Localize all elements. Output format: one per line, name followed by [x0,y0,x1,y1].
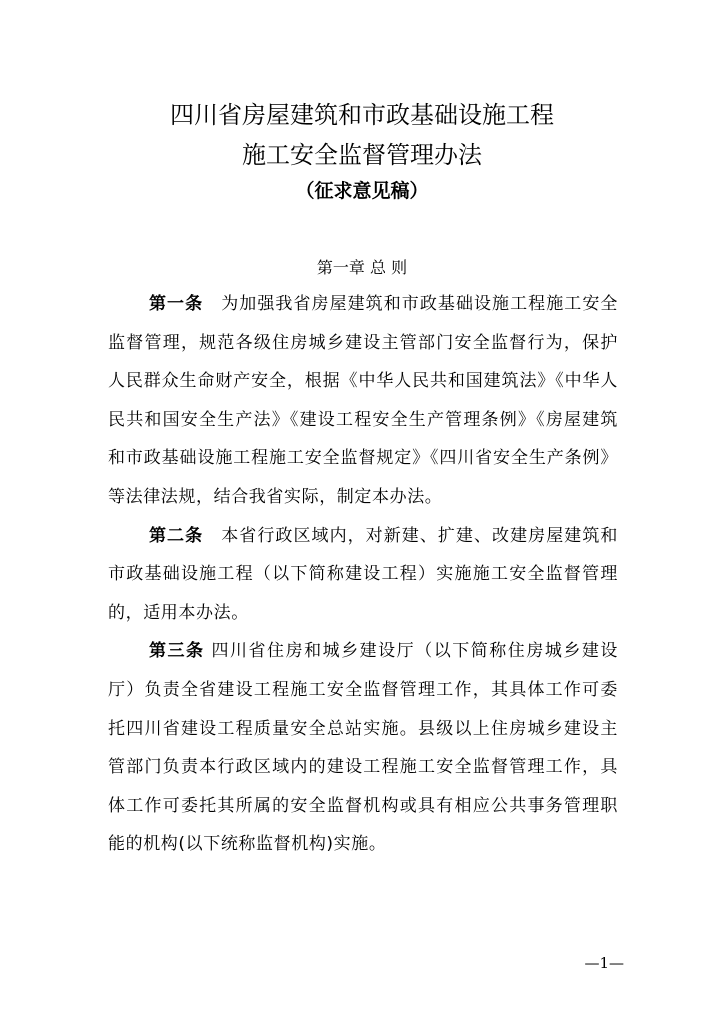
article-2-label: 第二条 [149,525,204,546]
article-2-spacer [203,526,221,546]
article-3 [108,632,618,864]
article-3-spacer [205,641,212,661]
document-title-line-2: 施工安全监督管理办法 [242,141,482,169]
document-body [108,285,618,864]
draft-status-subtitle: （征求意见稿） [295,180,429,202]
article-2-text: 本省行政区域内，对新建、扩建、改建房屋建筑和市政基础设施工程（以下简称建设工程）实施施工安全监督管理的，适用本办法。 [108,525,618,623]
article-1-spacer [203,294,221,314]
article-1-label: 第一条 [149,294,204,314]
article-2 [108,517,618,633]
article-3-text: 四川省住房和城乡建设厅（以下简称住房城乡建设厅）负责全省建设工程施工安全监督管理工作，其具体工作可委托四川省建设工程质量安全总站实施。县级以上住房城乡建设主管部门负责本行政区域内的建设工程施工安全监督管理工作，具体工作可委托其所属的安全监督机构或具有相应公共事务管理职能的机构(以下统称监督机构)实施。 [108,641,618,855]
article-3-label: 第三条 [149,641,205,662]
chapter-heading: 第一章 总 则 [316,258,408,277]
article-1 [108,285,618,517]
article-1-text: 为加强我省房屋建筑和市政基础设施工程施工安全监督管理，规范各级住房城乡建设主管部门安全监督行为，保护人民群众生命财产安全，根据《中华人民共和国建筑法》《中华人民共和国安全生产法》《建设工程安全生产管理条例》《房屋建筑和市政基础设施工程施工安全监督规定》《四川省安全生产条例》等法律法规，结合我省实际，制定本办法。 [108,294,618,507]
document-title-line-1: 四川省房屋建筑和市政基础设施工程 [170,101,554,129]
page-number: —1— [584,954,624,972]
